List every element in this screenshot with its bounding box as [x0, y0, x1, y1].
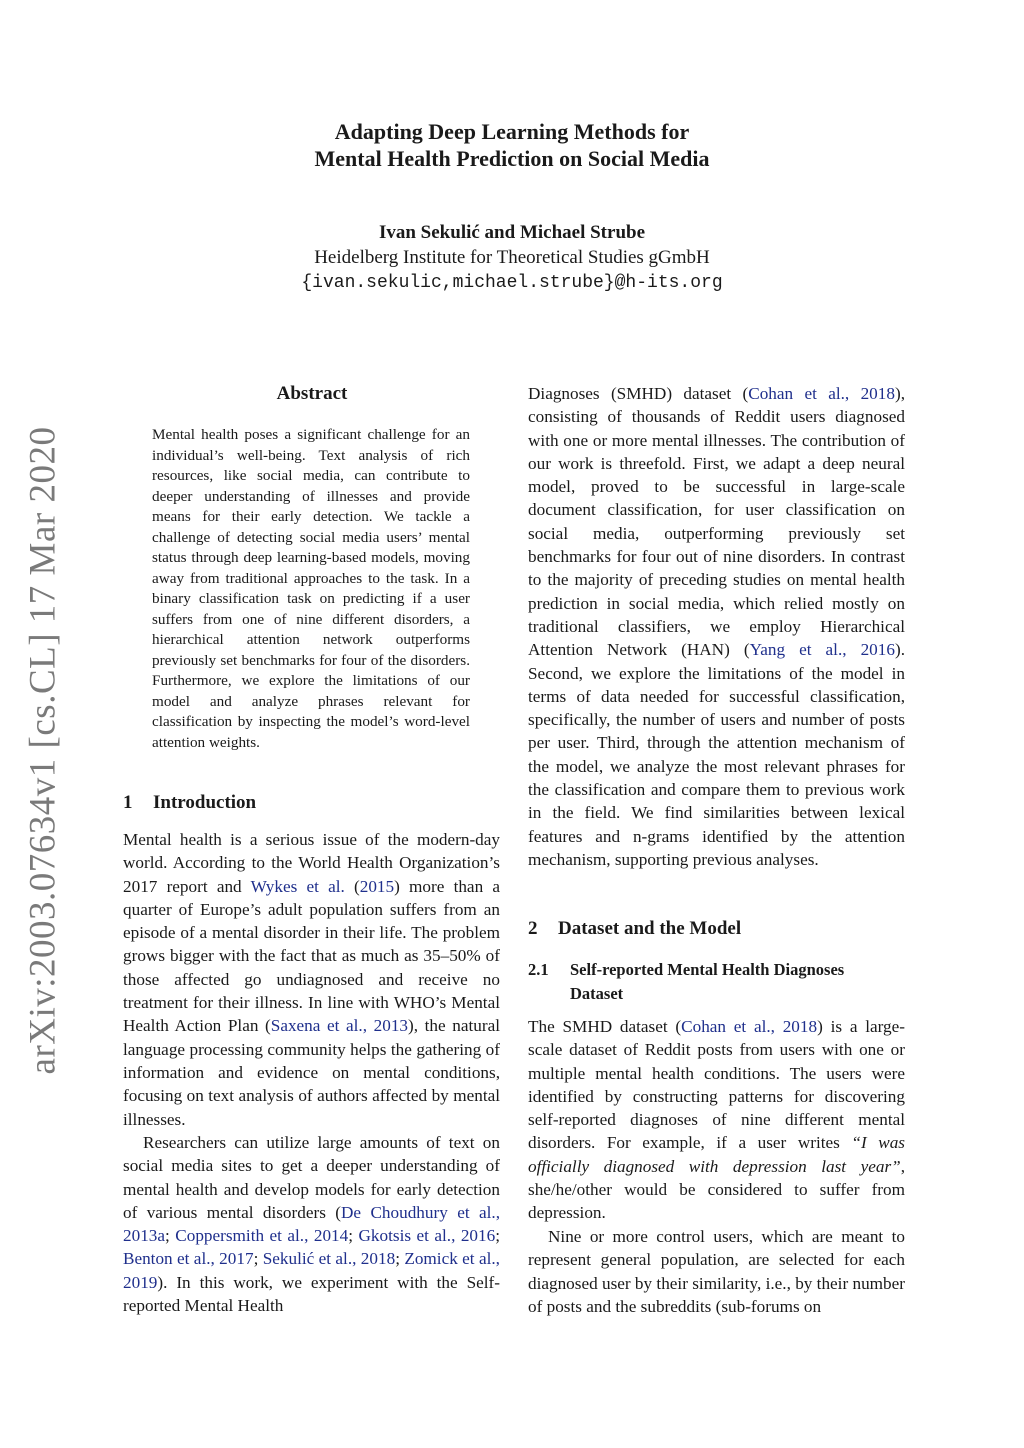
- citation-link[interactable]: Wykes et al.: [250, 876, 345, 896]
- citation-link[interactable]: 2015: [359, 876, 395, 896]
- text-run: ). Second, we explore the limitations of the model in terms of data needed for successful classification, specifically, the number of users and number of posts per user. Third, through the attention mechanism of the model, we analyze the most relevant phrases for the classification and compare them to previous work in the field. We find similarities between lexical features and n-grams identified by the attention mechanism, supporting previous analyses.: [528, 640, 905, 869]
- citation-link[interactable]: Saxena et al., 2013: [270, 1016, 409, 1036]
- authors: Ivan Sekulić and Michael Strube: [378, 222, 646, 243]
- citation-link[interactable]: Gkotsis et al., 2016: [358, 1226, 496, 1246]
- affiliation: Heidelberg Institute for Theoretical Studies gGmbH: [314, 247, 710, 268]
- title-line-2: Mental Health Prediction on Social Media: [314, 146, 710, 171]
- text-run: Mental health is a serious issue of the modern-day world. According to the World Health Organization’s 2017 report and: [123, 830, 500, 896]
- text-run: , she/he/other would be considered to suffer from depression.: [528, 1156, 905, 1223]
- abstract-text: Mental health poses a significant challenge for an individual’s well-being. Text analysis of rich resources, like social media, can contribute to deeper understanding of illnesses and provide means for their early detection. We tackle a challenge of detecting social media users’ mental status through deep learning-based models, moving away from traditional approaches to the task. In a binary classification task on predicting if a user suffers from one of nine different disorders, a hierarchical attention network outperforms previously set benchmarks for four of the disorders. Furthermore, we explore the limitations of our model and analyze phrases relevant for classification by inspecting the model’s word-level attention weights.: [152, 426, 470, 751]
- example-quote: “I was officially diagnosed with depression last year”: [528, 1133, 905, 1176]
- citation-link[interactable]: Cohan et al., 2018: [681, 1017, 818, 1036]
- subsection-number: 2.1: [528, 960, 549, 979]
- text-run: Diagnoses (SMHD) dataset (: [528, 384, 749, 403]
- text-run: ;: [348, 1226, 359, 1246]
- text-run: ;: [395, 1249, 405, 1269]
- dataset-paragraph-1: [528, 1015, 905, 1225]
- intro-paragraph-1: [123, 828, 500, 1131]
- citation-link[interactable]: Coppersmith et al., 2014: [175, 1226, 349, 1246]
- intro-continued-paragraph: [528, 382, 905, 871]
- section-number: 2: [528, 918, 538, 939]
- text-run: ;: [253, 1249, 263, 1269]
- text-run: Researchers can utilize large amounts of text on social media sites to get a deeper understanding of mental health and develop models for early detection of various mental disorders (: [123, 1133, 500, 1222]
- citation-link[interactable]: Sekulić et al., 2018: [262, 1249, 396, 1269]
- text-run: ). In this work, we experiment with the Self-reported Mental Health: [123, 1272, 500, 1316]
- citation-link[interactable]: Benton et al., 2017: [123, 1249, 254, 1269]
- text-run: ), the natural language processing community helps the gathering of information and evidence on mental conditions, focusing on text analysis of authors affected by mental illnesses.: [123, 1016, 500, 1129]
- text-run: ) is a large-scale dataset of Reddit posts from users with one or multiple mental health conditions. The users were identified by constructing patterns for discovering self-reported diagnoses of nine different mental disorders. For example, if a user writes: [528, 1017, 905, 1153]
- subsection-title: Self-reported Mental Health Diagnoses Dataset: [570, 960, 845, 1003]
- section-2-heading: [528, 918, 741, 940]
- text-run: (: [344, 876, 360, 896]
- arxiv-stamp-text: arXiv:2003.07634v1 [cs.CL] 17 Mar 2020: [22, 426, 64, 1074]
- citation-link[interactable]: Zomick et al., 2019: [123, 1249, 500, 1292]
- section-number: 1: [123, 792, 133, 813]
- subsection-2-1-heading: [528, 958, 905, 1006]
- section-title: Dataset and the Model: [558, 918, 742, 939]
- text-run: ), consisting of thousands of Reddit users diagnosed with one or more mental illnesses. The contribution of our work is threefold. First, we adapt a deep neural model, proved to be successful in large-scale document classification, for user classification on social media, outperforming previously set benchmarks for four out of nine disorders. In contrast to the majority of preceding studies on mental health prediction in social media, which relied mostly on traditional classifiers, we employ Hierarchical Attention Network (HAN) (: [528, 384, 905, 660]
- text-run: The SMHD dataset (: [528, 1017, 682, 1036]
- title-line-1: Adapting Deep Learning Methods for: [334, 119, 690, 144]
- paper-title: [0, 118, 1024, 172]
- arxiv-stamp: [18, 426, 68, 1074]
- section-title: Introduction: [153, 792, 257, 813]
- section-1-heading: [123, 792, 256, 814]
- dataset-paragraph-2: Nine or more control users, which are meant to represent general population, are selected for each diagnosed user by their similarity, i.e., by their number of posts and the subreddits (sub-forums on: [528, 1227, 905, 1316]
- text-run: ;: [165, 1226, 176, 1246]
- abstract-heading: Abstract: [276, 383, 348, 404]
- citation-link[interactable]: Yang et al., 2016: [749, 640, 895, 660]
- text-run: ) more than a quarter of Europe’s adult population suffers from an episode of a mental disorder in their life. The problem grows bigger with the fact that as much as 35–50% of those affected go undiagnosed and receive no treatment for their illness. In line with WHO’s Mental Health Action Plan (: [123, 876, 500, 1036]
- citation-link[interactable]: Cohan et al., 2018: [748, 384, 895, 403]
- text-run: ;: [495, 1226, 500, 1246]
- citation-link[interactable]: De Choudhury et al., 2013a: [123, 1202, 500, 1246]
- email: {ivan.sekulic,michael.strube}@h-its.org: [301, 273, 723, 293]
- intro-paragraph-2: [123, 1131, 500, 1317]
